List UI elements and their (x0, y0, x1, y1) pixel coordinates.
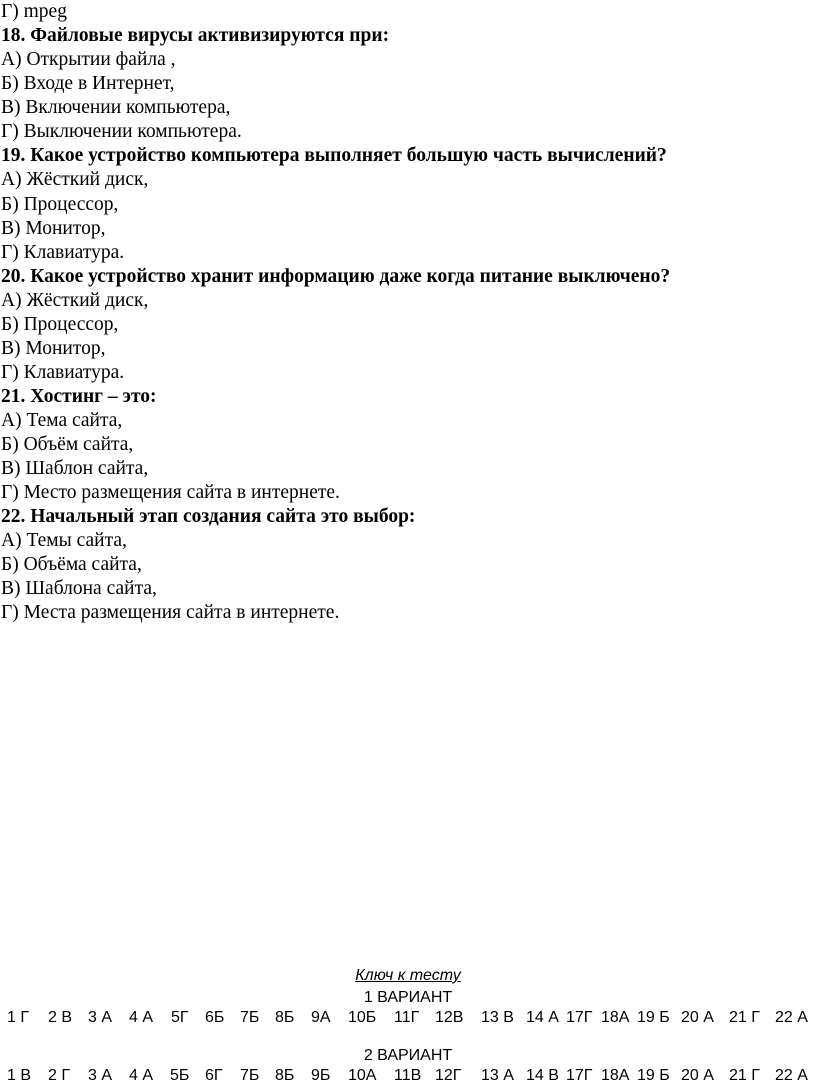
question-19-title: 19. Какое устройство компьютера выполняет большую часть вычислений? (1, 145, 667, 166)
question-18-option-c: В) Включении компьютера, (1, 97, 231, 118)
answer-cell: 14 В (526, 1067, 559, 1084)
question-21-option-d: Г) Место размещения сайта в интернете. (1, 482, 340, 503)
question-22-title: 22. Начальный этап создания сайта это выбор: (1, 506, 416, 527)
answer-cell: 14 А (526, 1009, 559, 1026)
question-22-option-d: Г) Места размещения сайта в интернете. (1, 602, 340, 623)
answer-cell: 10Б (348, 1009, 377, 1026)
answer-cell: 19 Б (637, 1067, 670, 1084)
question-20-title: 20. Какое устройство хранит информацию даже когда питание выключено? (1, 266, 671, 287)
question-22-option-a: А) Темы сайта, (1, 530, 127, 551)
answer-cell: 6Г (205, 1067, 223, 1084)
answer-cell: 20 А (681, 1067, 714, 1084)
question-20-option-c: В) Монитор, (1, 338, 106, 359)
answer-cell: 17Г (566, 1009, 593, 1026)
answer-cell: 18А (601, 1067, 630, 1084)
answer-cell: 12В (435, 1009, 464, 1026)
answer-cell: 21 Г (729, 1009, 760, 1026)
answer-cell: 8Б (275, 1067, 295, 1084)
question-18-title: 18. Файловые вирусы активизируются при: (1, 25, 390, 46)
answer-cell: 4 А (129, 1009, 154, 1026)
answer-cell: 1 В (7, 1067, 32, 1084)
question-20-option-a: А) Жёсткий диск, (1, 290, 149, 311)
answer-cell: 20 А (681, 1009, 714, 1026)
answer-cell: 7Б (240, 1067, 260, 1084)
answer-cell: 5Б (170, 1067, 190, 1084)
question-21-title: 21. Хостинг – это: (1, 386, 157, 407)
answer-cell: 22 А (775, 1009, 808, 1026)
answer-cell: 3 А (88, 1009, 113, 1026)
question-18-option-d: Г) Выключении компьютера. (1, 121, 242, 142)
answer-cell: 19 Б (637, 1009, 670, 1026)
question-19-option-b: Б) Процессор, (1, 194, 119, 215)
previous-option-text: Г) mpeg (1, 1, 67, 22)
question-18-option-b: Б) Входе в Интернет, (1, 73, 175, 94)
question-20-option-b: Б) Процессор, (1, 314, 119, 335)
answer-cell: 4 А (129, 1067, 154, 1084)
answer-cell: 12Г (435, 1067, 462, 1084)
answer-cell: 9Б (311, 1067, 331, 1084)
question-19-option-c: В) Монитор, (1, 218, 106, 239)
answer-cell: 8Б (275, 1009, 295, 1026)
answer-cell: 13 А (481, 1067, 514, 1084)
question-19-option-a: А) Жёсткий диск, (1, 169, 149, 190)
answer-key-title: Ключ к тесту (355, 967, 461, 984)
variant-1-answers (0, 1008, 816, 1028)
answer-cell: 9А (311, 1009, 331, 1026)
variant-2-answers (0, 1066, 816, 1086)
question-19-option-d: Г) Клавиатура. (1, 242, 125, 263)
question-20-option-d: Г) Клавиатура. (1, 362, 125, 383)
variant-2-label: 2 ВАРИАНТ (363, 1047, 453, 1064)
answer-cell: 11Г (394, 1009, 420, 1026)
answer-cell: 21 Г (729, 1067, 760, 1084)
question-18-option-a: А) Открытии файла , (1, 49, 176, 70)
answer-cell: 5Г (171, 1009, 189, 1026)
answer-cell: 22 А (775, 1067, 808, 1084)
answer-cell: 1 Г (7, 1009, 30, 1026)
variant-1-label: 1 ВАРИАНТ (363, 989, 453, 1006)
answer-cell: 7Б (240, 1009, 260, 1026)
answer-cell: 10А (348, 1067, 377, 1084)
answer-cell: 2 Г (48, 1067, 71, 1084)
answer-cell: 3 А (88, 1067, 113, 1084)
question-22-option-b: Б) Объёма сайта, (1, 554, 142, 575)
question-22-option-c: В) Шаблона сайта, (1, 578, 157, 599)
answer-cell: 11В (394, 1067, 422, 1084)
question-21-option-c: В) Шаблон сайта, (1, 458, 149, 479)
answer-cell: 18А (601, 1009, 630, 1026)
answer-cell: 13 В (481, 1009, 514, 1026)
question-21-option-b: Б) Объём сайта, (1, 434, 134, 455)
answer-cell: 6Б (205, 1009, 225, 1026)
answer-cell: 2 В (48, 1009, 73, 1026)
answer-cell: 17Г (566, 1067, 593, 1084)
question-21-option-a: А) Тема сайта, (1, 410, 123, 431)
